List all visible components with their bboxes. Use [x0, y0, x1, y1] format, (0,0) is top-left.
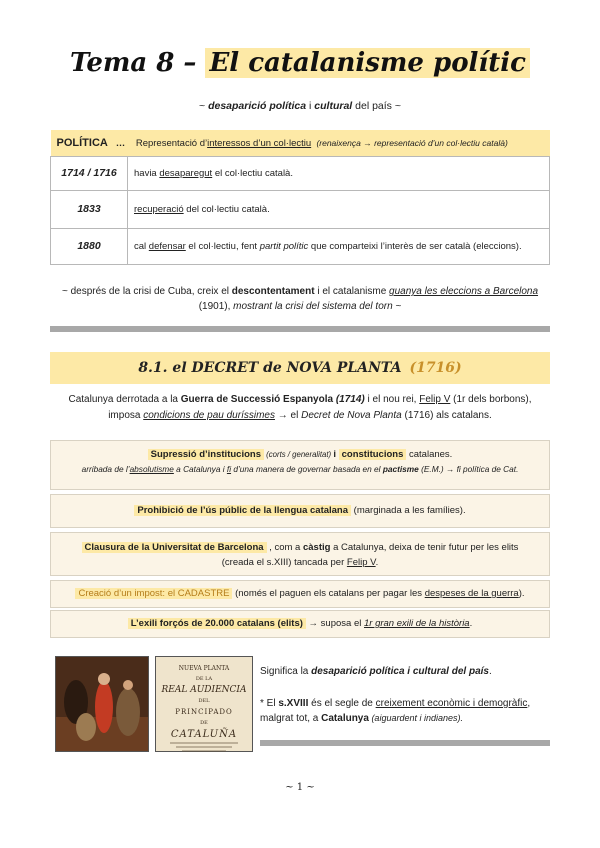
subtitle: ~ desaparició política i cultural del país ~ — [199, 100, 401, 112]
box-supressio: Supressió d’institucions (corts / generalitat) i constitucions catalanes. arribada de l’absolutisme a Catalunya i fi d’una manera de governar basada en el pactisme (E.M.) → fi política de Cat. — [50, 440, 550, 490]
table-header-cell: POLÍTICA … Representació d’interessos d’un col·lectiu (renaixença → representació d’un col·lectiu català) — [56, 136, 508, 149]
divider-bar — [260, 740, 550, 746]
page-number: ~ 1 ~ — [285, 782, 315, 793]
side-text-2: * El s.XVIII és el segle de creixement econòmic i demogràfic, malgrat tot, a Catalunya (aiguardent i indianes). — [260, 698, 531, 724]
box-prohibicio: Prohibició de l’ús públic de la llengua catalana (marginada a les famílies). — [50, 494, 550, 528]
section-heading: 8.1. el DECRET de NOVA PLANTA (1716) — [50, 352, 550, 384]
year-cell: 1714 / 1716 — [51, 156, 128, 190]
intro-paragraph: Catalunya derrotada a la Guerra de Successió Espanyola (1714) i el nou rei, Felip V (1r dels borbons), imposa condicions de pau duríssimes → el Decret de Nova Planta (1716) als catalans. — [68, 394, 532, 421]
painting-image — [55, 656, 149, 752]
table-row — [51, 156, 550, 190]
divider-bar — [50, 326, 550, 332]
box-exili: L’exili forçós de 20.000 catalans (elits) → suposa el 1r gran exili de la història. — [50, 610, 550, 638]
title-highlight: El catalanisme polític — [205, 48, 530, 78]
desc-cell: cal defensar el col·lectiu, fent partit polític que comparteixi l’interès de ser català (eleccions). — [128, 228, 550, 264]
page-title: Tema 8 – El catalanisme polític — [0, 48, 600, 78]
box-cadastre: Creació d’un impost: el CADASTRE (només el paguen els catalans per pagar les despeses de la guerra). — [50, 580, 550, 608]
table-row — [51, 228, 550, 264]
year-cell: 1833 — [51, 190, 128, 228]
politica-table — [50, 130, 550, 265]
year-cell: 1880 — [51, 228, 128, 264]
side-text-1: Significa la desaparició política i cultural del país. — [260, 666, 492, 677]
box-clausura: Clausura de la Universitat de Barcelona , com a càstig a Catalunya, deixa de tenir futur per les elits (creada el s.XIII) tancada per Felip V. — [50, 532, 550, 576]
desc-cell: havia desaparegut el col·lectiu català. — [128, 156, 550, 190]
desc-cell: recuperació del col·lectiu català. — [128, 190, 550, 228]
table-row — [51, 190, 550, 228]
book-cover-image: NUEVA PLANTA DE LA REAL AUDIENCIA DEL PRINCIPADO DE CATALUÑA — [155, 656, 253, 752]
table-header-row — [51, 130, 550, 156]
crisi-cuba-note: ~ després de la crisi de Cuba, creix el descontentament i el catalanisme guanya les eleccions a Barcelona (1901), mostrant la crisi del sistema del torn ~ — [61, 286, 539, 312]
